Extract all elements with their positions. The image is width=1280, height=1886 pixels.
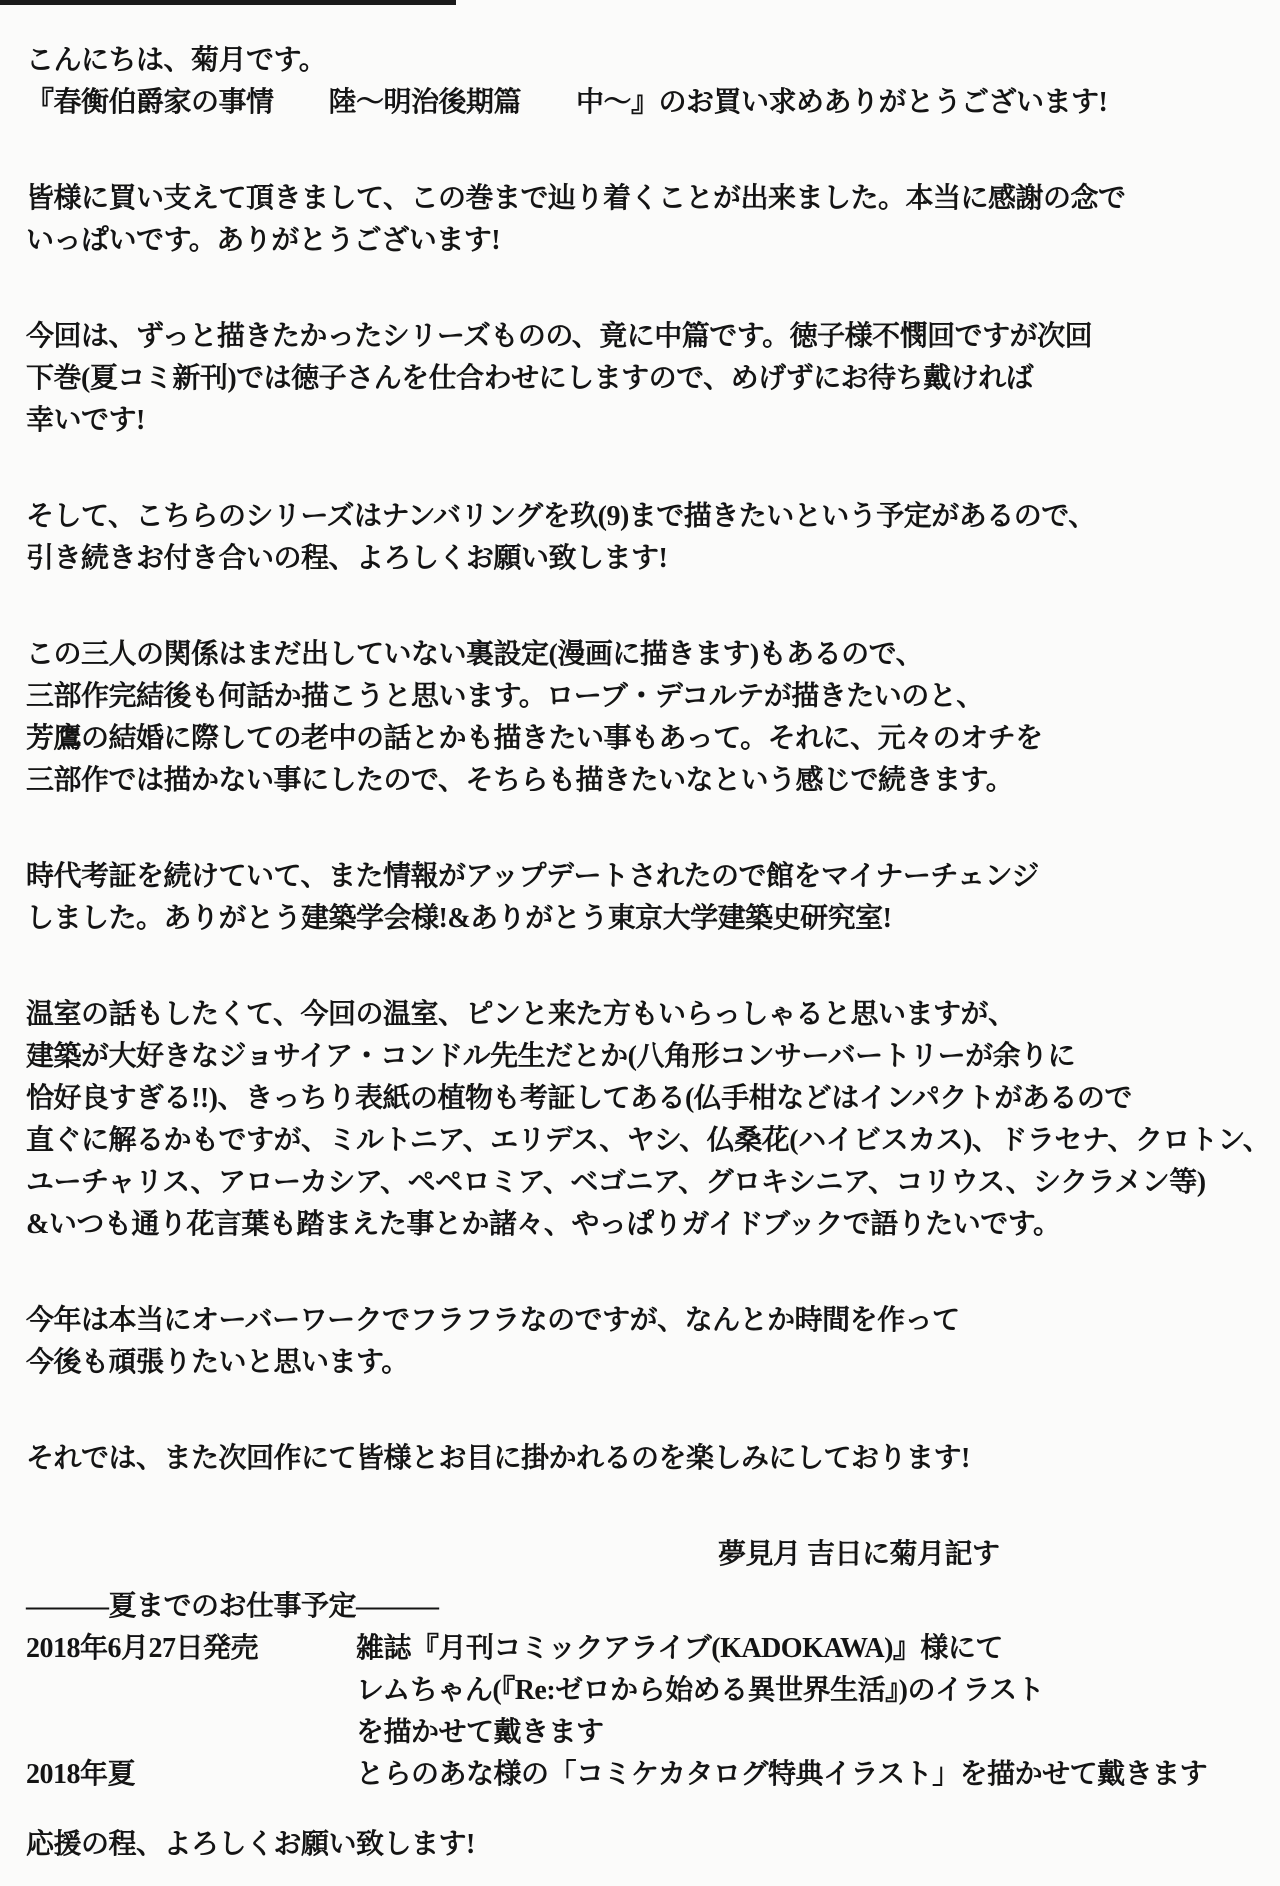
schedule-date: 2018年6月27日発売 xyxy=(26,1633,259,1664)
author-signature: 夢見月 吉日に菊月記す xyxy=(718,1539,1000,1570)
text-line: 温室の話もしたくて、今回の温室、ピンと来た方もいらっしゃると思いますが、 xyxy=(26,999,1016,1030)
schedule-row xyxy=(26,1628,1266,1670)
farewell-paragraph xyxy=(26,1438,1266,1480)
research-paragraph xyxy=(26,856,1266,940)
text-line: 今年は本当にオーバーワークでフラフラなのですが、なんとか時間を作って xyxy=(26,1305,960,1336)
text-line: こんにちは、菊月です。 xyxy=(26,45,327,76)
text-line: 直ぐに解るかもですが、ミルトニア、エリデス、ヤシ、仏桑花(ハイビスカス)、ドラセナ、クロトン、 xyxy=(26,1125,1271,1156)
text-line: 引き続きお付き合いの程、よろしくお願い致します! xyxy=(26,543,668,574)
text-line: 下巻(夏コミ新刊)では徳子さんを仕合わせにしますので、めげずにお待ち戴ければ xyxy=(26,363,1034,394)
schedule-row xyxy=(26,1670,1266,1712)
text-line: 三部作完結後も何話か描こうと思います。ローブ・デコルテが描きたいのと、 xyxy=(26,681,984,712)
numbering-paragraph xyxy=(26,496,1266,580)
text-line: &いつも通り花言葉も踏まえた事とか諸々、やっぱりガイドブックで語りたいです。 xyxy=(26,1209,1061,1240)
schedule-detail: を描かせて戴きます xyxy=(356,1717,604,1748)
book-title-line: 『春衡伯爵家の事情 陸〜明治後期篇 中〜』のお買い求めありがとうございます! xyxy=(26,87,1108,118)
scan-artifact-line xyxy=(0,0,456,5)
schedule-detail: 雑誌『月刊コミックアライブ(KADOKAWA)』様にて xyxy=(356,1633,1003,1664)
schedule-row xyxy=(26,1754,1266,1796)
text-line: 三部作では描かない事にしたので、そちらも描きたいなという感じで続きます。 xyxy=(26,765,1014,796)
schedule-heading: ―――夏までのお仕事予定――― xyxy=(26,1591,439,1622)
text-line: 今回は、ずっと描きたかったシリーズものの、竟に中篇です。徳子様不憫回ですが次回 xyxy=(26,321,1093,352)
middle-volume-paragraph xyxy=(26,316,1266,442)
text-line: そして、こちらのシリーズはナンバリングを玖(9)まで描きたいという予定があるので、 xyxy=(26,501,1096,532)
text-line: 皆様に買い支えて頂きまして、この巻まで辿り着くことが出来ました。本当に感謝の念で xyxy=(26,183,1126,214)
text-line: しました。ありがとう建築学会様!&ありがとう東京大学建築史研究室! xyxy=(26,903,892,934)
text-line: ユーチャリス、アローカシア、ペペロミア、ベゴニア、グロキシニア、コリウス、シクラメン等) xyxy=(26,1167,1206,1198)
schedule-date: 2018年夏 xyxy=(26,1759,136,1790)
thanks-paragraph xyxy=(26,178,1266,262)
text-line: 幸いです! xyxy=(26,405,145,436)
greeting-paragraph xyxy=(26,40,1266,124)
text-line: 恰好良すぎる!!)、きっちり表紙の植物も考証してある(仏手柑などはインパクトがあるので xyxy=(26,1083,1132,1114)
schedule-detail: レムちゃん(『Re:ゼロから始める異世界生活』)のイラスト xyxy=(356,1675,1045,1706)
overwork-paragraph xyxy=(26,1300,1266,1384)
greenhouse-paragraph xyxy=(26,994,1271,1246)
text-line: それでは、また次回作にて皆様とお目に掛かれるのを楽しみにしております! xyxy=(26,1443,970,1474)
schedule-detail: とらのあな様の「コミケカタログ特典イラスト」を描かせて戴きます xyxy=(356,1759,1208,1790)
text-line: この三人の関係はまだ出していない裏設定(漫画に描きます)もあるので、 xyxy=(26,639,924,670)
closing-line: 応援の程、よろしくお願い致します! xyxy=(26,1829,475,1860)
text-line: いっぱいです。ありがとうございます! xyxy=(26,225,501,256)
text-line: 今後も頑張りたいと思います。 xyxy=(26,1347,409,1378)
text-line: 芳鷹の結婚に際しての老中の話とかも描きたい事もあって。それに、元々のオチを xyxy=(26,723,1043,754)
trilogy-paragraph xyxy=(26,634,1266,802)
text-line: 建築が大好きなジョサイア・コンドル先生だとか(八角形コンサーバートリーが余りに xyxy=(26,1041,1076,1072)
schedule-row xyxy=(26,1712,1266,1754)
text-line: 時代考証を続けていて、また情報がアップデートされたので館をマイナーチェンジ xyxy=(26,861,1039,892)
